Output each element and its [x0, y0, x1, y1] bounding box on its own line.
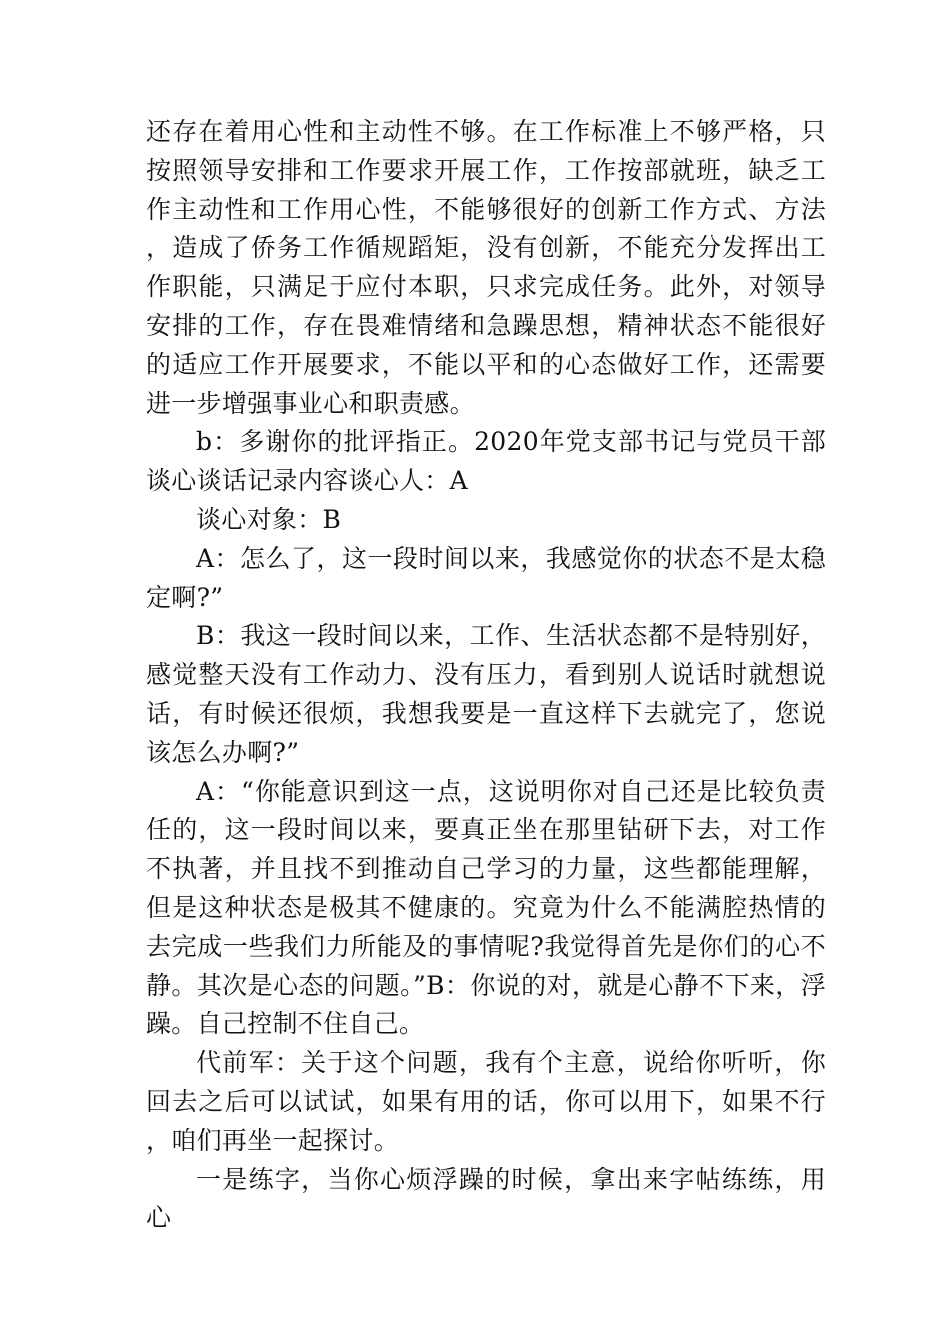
document-body [146, 113, 826, 1238]
paragraph-1: 还存在着用心性和主动性不够。在工作标准上不够严格，只按照领导安排和工作要求开展工作，工作按部就班，缺乏工作主动性和工作用心性，不能够很好的创新工作方式、方法，造成了侨务工作循规蹈矩，没有创新，不能充分发挥出工作职能，只满足于应付本职，只求完成任务。此外，对领导安排的工作，存在畏难情绪和急躁思想，精神状态不能很好的适应工作开展要求，不能以平和的心态做好工作，还需要进一步增强事业心和职责感。 [146, 117, 826, 418]
paragraph-3: 谈心对象：B [196, 504, 342, 534]
paragraph-2: b：多谢你的批评指正。2020年党支部书记与党员干部谈心谈话记录内容谈心人：A [146, 427, 826, 496]
paragraph-4: A：怎么了，这一段时间以来，我感觉你的状态不是太稳定啊?” [146, 543, 826, 612]
paragraph-6: A：“你能意识到这一点，这说明你对自己还是比较负责任的，这一段时间以来，要真正坐在那里钻研下去，对工作不执著，并且找不到推动自己学习的力量，这些都能理解，但是这种状态是极其不健康的。究竟为什么不能满腔热情的去完成一些我们力所能及的事情呢?我觉得首先是你们的心不静。其次是心态的问题。”B：你说的对，就是心静不下来，浮躁。自己控制不住自己。 [146, 776, 826, 1039]
paragraph-5: B：我这一段时间以来，工作、生活状态都不是特别好，感觉整天没有工作动力、没有压力，看到别人说话时就想说话，有时候还很烦，我想我要是一直这样下去就完了，您说该怎么办啊?” [146, 621, 826, 767]
paragraph-8: 一是练字，当你心烦浮躁的时候，拿出来字帖练练，用心 [146, 1164, 826, 1233]
paragraph-7: 代前军：关于这个问题，我有个主意，说给你听听，你回去之后可以试试，如果有用的话，你可以用下，如果不行，咱们再坐一起探讨。 [146, 1048, 826, 1155]
